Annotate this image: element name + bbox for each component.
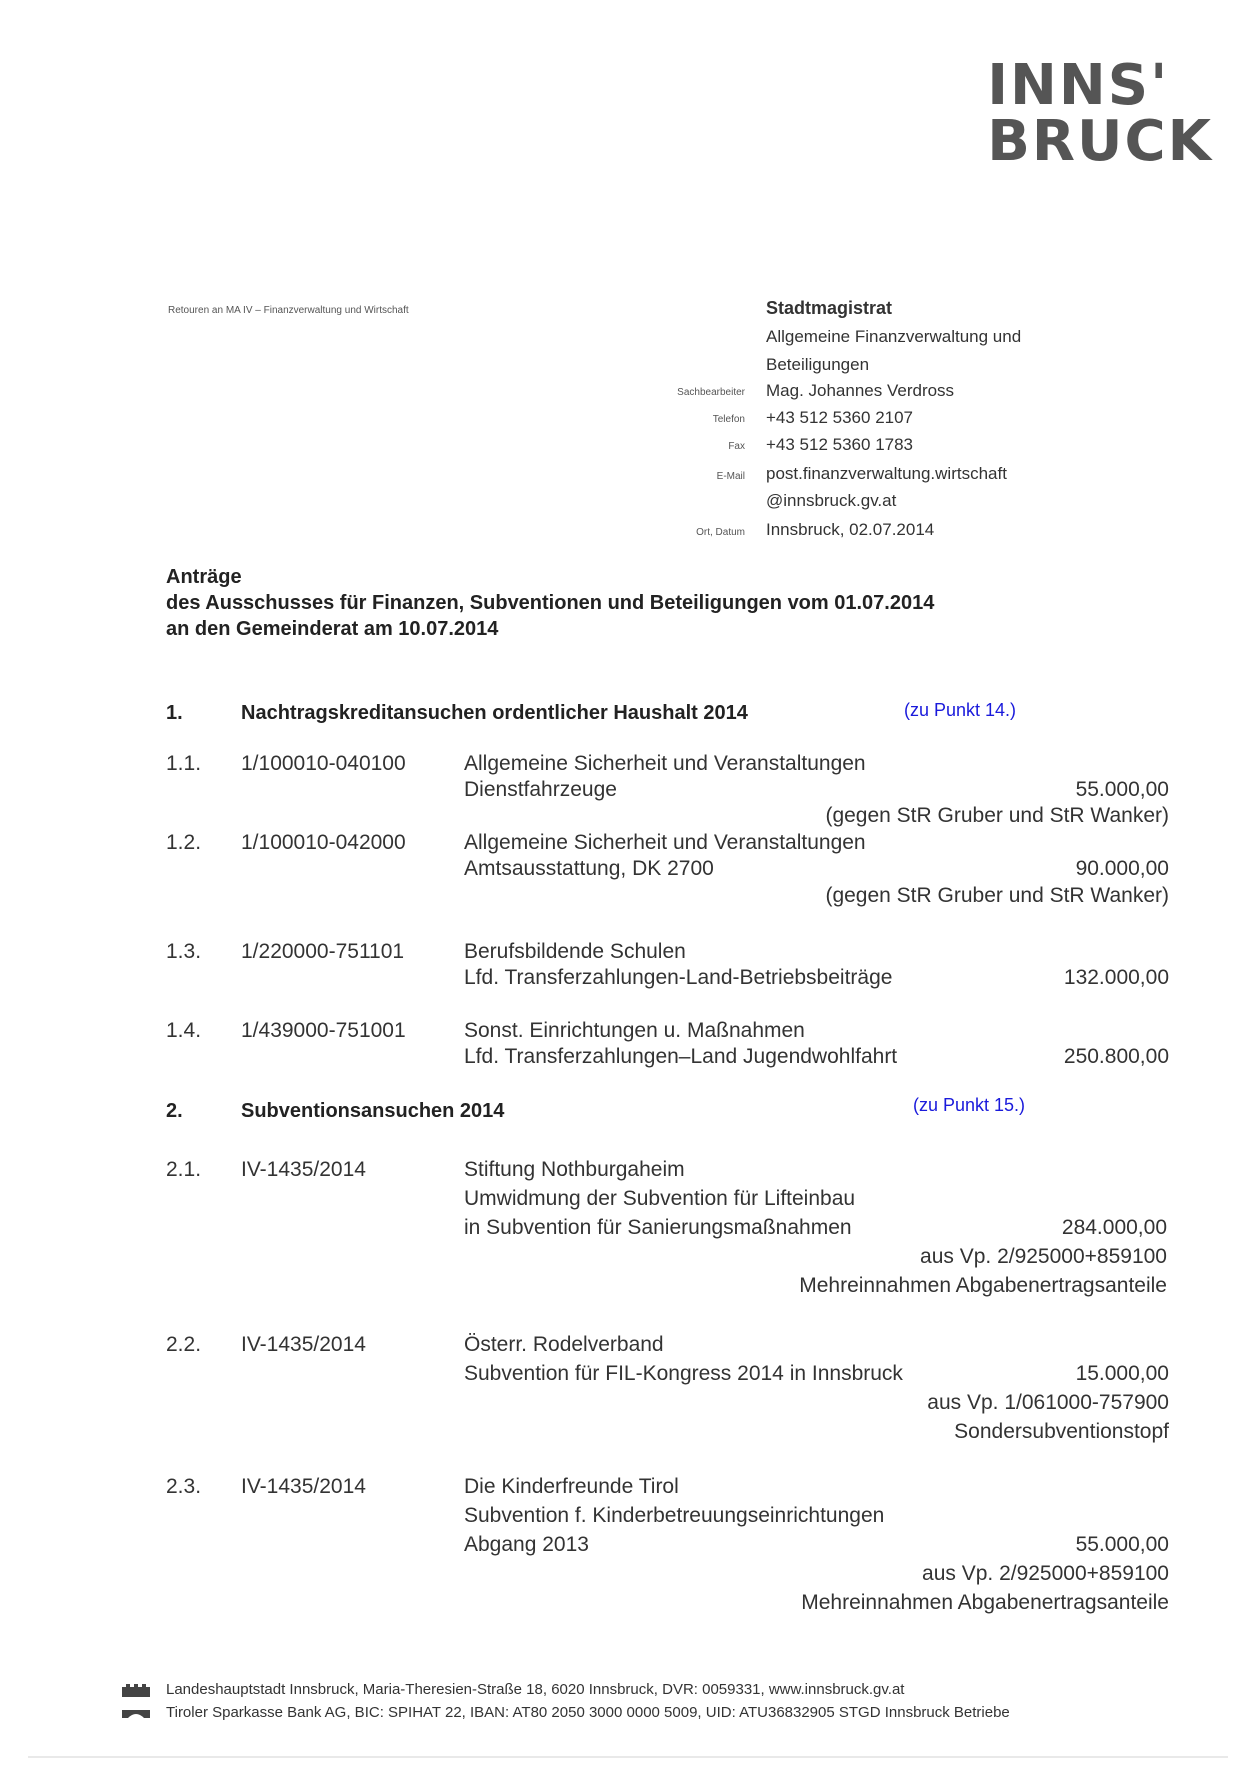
item-text-line2: Dienstfahrzeuge xyxy=(464,778,617,801)
item-text-line1: Österr. Rodelverband xyxy=(464,1333,664,1356)
item-text-line2: Umwidmung der Subvention für Lifteinbau xyxy=(464,1187,856,1210)
fax-value: +43 512 5360 1783 xyxy=(766,435,914,454)
item-text-line1: Berufsbildende Schulen xyxy=(464,940,686,963)
phone-label: Telefon xyxy=(712,414,745,425)
footer-line2: Tiroler Sparkasse Bank AG, BIC: SPIHAT 22, IBAN: AT80 2050 3000 0000 5009, UID: ATU36832905 STGD Innsbruck Betriebe xyxy=(166,1704,1010,1721)
item-code: IV-1435/2014 xyxy=(241,1475,366,1498)
item-note: (gegen StR Gruber und StR Wanker) xyxy=(825,884,1169,907)
item-number: 2.1. xyxy=(166,1158,202,1181)
logo-line2: BRUCK xyxy=(987,109,1213,174)
page-bottom-divider xyxy=(28,1756,1228,1758)
email-label: E-Mail xyxy=(716,471,745,482)
item-code: IV-1435/2014 xyxy=(241,1158,366,1181)
phone-value: +43 512 5360 2107 xyxy=(766,408,914,427)
item-amount: 15.000,00 xyxy=(1075,1362,1169,1385)
item-text-line1: Die Kinderfreunde Tirol xyxy=(464,1475,679,1498)
item-text-line3: Abgang 2013 xyxy=(464,1533,589,1556)
sender-dept-line1: Allgemeine Finanzverwaltung und xyxy=(766,327,1022,346)
item-number: 2.2. xyxy=(166,1333,202,1356)
section2-ref: (zu Punkt 15.) xyxy=(913,1095,1026,1115)
logo-line1: INNS' xyxy=(987,53,1170,118)
heading-line3: an den Gemeinderat am 10.07.2014 xyxy=(166,618,499,640)
item-text-line1: Sonst. Einrichtungen u. Maßnahmen xyxy=(464,1019,805,1042)
section1-title: Nachtragskreditansuchen ordentlicher Haushalt 2014 xyxy=(241,702,748,724)
innsbruck-logo xyxy=(987,53,1213,174)
item-amount: 55.000,00 xyxy=(1075,1533,1169,1556)
item-note-line1: aus Vp. 1/061000-757900 xyxy=(927,1391,1169,1414)
section2-title: Subventionsansuchen 2014 xyxy=(241,1100,505,1122)
returns-note: Retouren an MA IV – Finanzverwaltung und Wirtschaft xyxy=(168,305,409,316)
item-number: 1.4. xyxy=(166,1019,202,1042)
item-note-line1: aus Vp. 2/925000+859100 xyxy=(922,1562,1169,1585)
item-code: 1/100010-042000 xyxy=(241,831,406,854)
email-value-line1: post.finanzverwaltung.wirtschaft xyxy=(766,464,1007,483)
item-amount: 90.000,00 xyxy=(1075,857,1169,880)
item-text-line1: Stiftung Nothburgaheim xyxy=(464,1158,685,1181)
item-text-line3: in Subvention für Sanierungsmaßnahmen xyxy=(464,1216,852,1239)
date-value: Innsbruck, 02.07.2014 xyxy=(766,520,935,539)
section2-number: 2. xyxy=(166,1100,183,1122)
section1-ref: (zu Punkt 14.) xyxy=(904,700,1017,720)
item-amount: 132.000,00 xyxy=(1063,966,1169,989)
item-number: 1.1. xyxy=(166,752,202,775)
item-note-line2: Mehreinnahmen Abgabenertragsanteile xyxy=(801,1591,1169,1614)
item-amount: 250.800,00 xyxy=(1063,1045,1169,1068)
city-crest-icon xyxy=(120,1683,152,1699)
item-code: 1/220000-751101 xyxy=(241,940,405,963)
item-code: IV-1435/2014 xyxy=(241,1333,366,1356)
item-note-line2: Mehreinnahmen Abgabenertragsanteile xyxy=(799,1274,1167,1297)
item-text-line2: Subvention f. Kinderbetreuungseinrichtungen xyxy=(464,1504,885,1527)
item-number: 1.3. xyxy=(166,940,202,963)
item-code: 1/100010-040100 xyxy=(241,752,406,775)
section1-number: 1. xyxy=(166,702,183,724)
sender-org: Stadtmagistrat xyxy=(766,298,893,318)
item-amount: 284.000,00 xyxy=(1061,1216,1167,1239)
heading-line1: Anträge xyxy=(166,566,242,588)
bridge-icon xyxy=(120,1706,152,1722)
fax-label: Fax xyxy=(728,441,745,452)
item-note: (gegen StR Gruber und StR Wanker) xyxy=(825,804,1169,827)
item-text-line1: Allgemeine Sicherheit und Veranstaltungen xyxy=(464,752,866,775)
item-note-line2: Sondersubventionstopf xyxy=(954,1420,1169,1443)
item-text-line2: Lfd. Transferzahlungen-Land-Betriebsbeiträge xyxy=(464,966,893,989)
item-note-line1: aus Vp. 2/925000+859100 xyxy=(920,1245,1167,1268)
item-text-line2: Subvention für FIL-Kongress 2014 in Innsbruck xyxy=(464,1362,903,1385)
item-code: 1/439000-751001 xyxy=(241,1019,406,1042)
email-value-line2: @innsbruck.gv.at xyxy=(766,491,897,510)
item-text-line2: Lfd. Transferzahlungen–Land Jugendwohlfahrt xyxy=(464,1045,898,1068)
item-amount: 55.000,00 xyxy=(1075,778,1169,801)
clerk-value: Mag. Johannes Verdross xyxy=(766,381,955,400)
item-number: 2.3. xyxy=(166,1475,202,1498)
date-label: Ort, Datum xyxy=(696,527,745,538)
item-number: 1.2. xyxy=(166,831,202,854)
item-text-line2: Amtsausstattung, DK 2700 xyxy=(464,857,714,880)
heading-line2: des Ausschusses für Finanzen, Subventionen und Beteiligungen vom 01.07.2014 xyxy=(166,592,935,614)
footer-line1: Landeshauptstadt Innsbruck, Maria-Theresien-Straße 18, 6020 Innsbruck, DVR: 0059331, www.innsbruck.gv.at xyxy=(166,1681,905,1698)
sender-dept-line2: Beteiligungen xyxy=(766,355,870,374)
clerk-label: Sachbearbeiter xyxy=(677,387,745,398)
item-text-line1: Allgemeine Sicherheit und Veranstaltungen xyxy=(464,831,866,854)
